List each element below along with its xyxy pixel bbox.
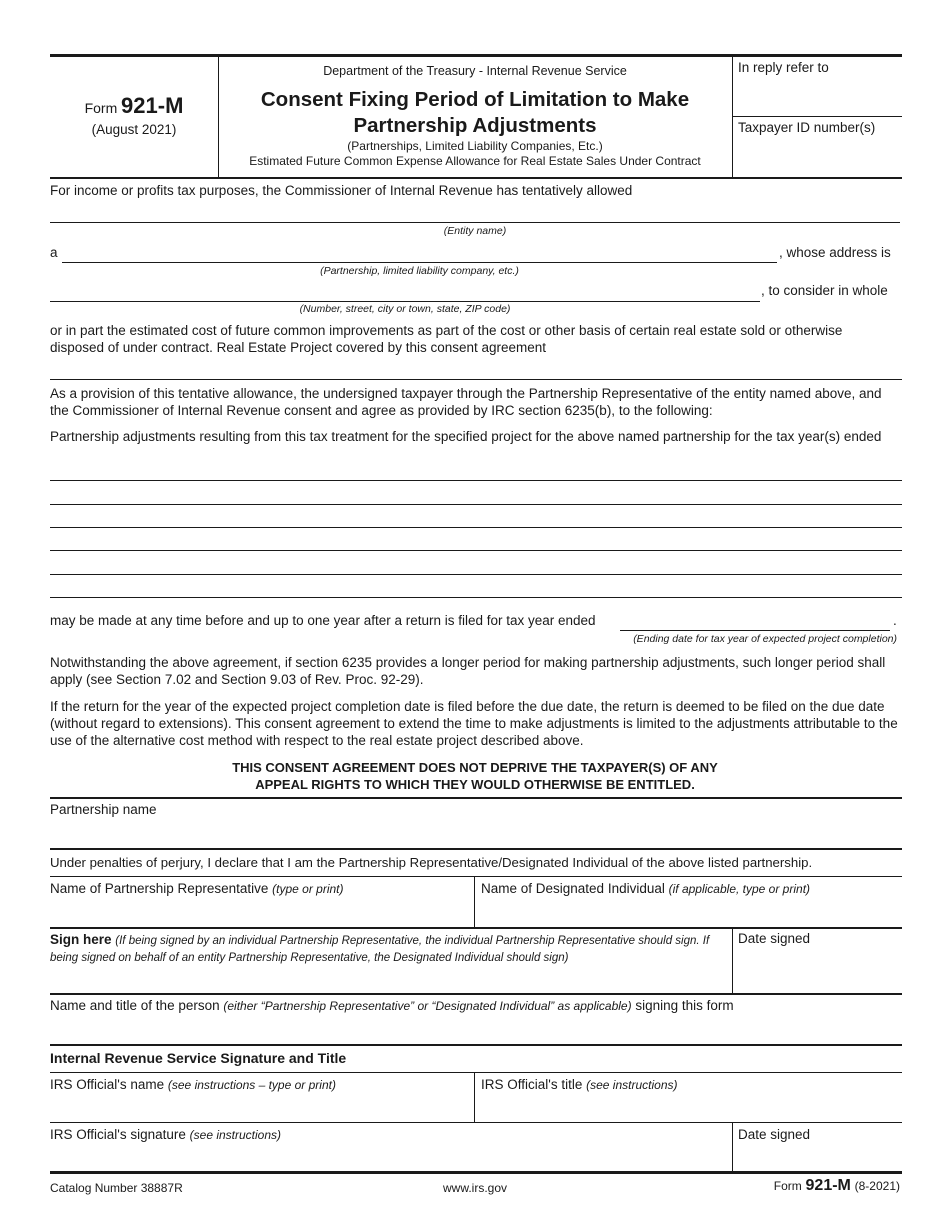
partnership-name-field[interactable] bbox=[50, 820, 902, 847]
irs-name-note: (see instructions – type or print) bbox=[167, 1078, 336, 1092]
name-title-c: signing this form bbox=[635, 998, 734, 1013]
partnership-name-label: Partnership name bbox=[50, 802, 157, 817]
name-title-field[interactable] bbox=[50, 1016, 902, 1043]
entity-name-caption: (Entity name) bbox=[443, 225, 507, 237]
a-label: a bbox=[50, 245, 58, 260]
irs-signature-text: IRS Official's signature bbox=[50, 1127, 186, 1142]
notwithstanding-text: Notwithstanding the above agreement, if section 6235 provides a longer period for making partnership adjustments, such longer period shall apply (see Section 7.02 and Section 9.03 of Rev. Proc. 92-29). bbox=[50, 655, 886, 687]
footer-form-id bbox=[700, 1176, 900, 1196]
irs-date-label: Date signed bbox=[738, 1127, 811, 1142]
footer-form-number: 921-M bbox=[805, 1177, 851, 1194]
may-be-made-text: may be made at any time before and up to one year after a return is filed for tax year ended bbox=[50, 613, 596, 628]
tax-year-line-3 bbox=[50, 527, 902, 528]
irs-signature-note: (see instructions) bbox=[189, 1128, 282, 1142]
header-right-divider bbox=[733, 116, 902, 117]
footer-form-prefix: Form bbox=[773, 1179, 802, 1193]
form-prefix: Form bbox=[84, 100, 118, 116]
catalog-number: Catalog Number 38887R bbox=[50, 1181, 183, 1195]
perjury-text: Under penalties of perjury, I declare that I am the Partnership Representative/Designated Individual of the above listed partnership. bbox=[50, 855, 813, 870]
tax-year-line-4 bbox=[50, 550, 902, 551]
name-title-b: (either “Partnership Representative” or “Designated Individual” as applicable) bbox=[223, 999, 632, 1013]
appeal-notice-line1: THIS CONSENT AGREEMENT DOES NOT DEPRIVE THE TAXPAYER(S) OF ANY bbox=[232, 760, 718, 775]
provision-text: As a provision of this tentative allowance, the undersigned taxpayer through the Partnership Representative of the entity named above, and the Commissioner of Internal Revenue consent and agree as provided by IRC section 6235(b), to the following: bbox=[50, 386, 882, 418]
address-field[interactable] bbox=[50, 280, 760, 301]
irs-signature-label bbox=[50, 1127, 281, 1142]
sign-here-block bbox=[50, 932, 728, 966]
designated-name-text: Name of Designated Individual bbox=[481, 881, 665, 896]
if-return-text: If the return for the year of the expected project completion date is filed before the due date, the return is deemed to be filed on the due date (without regard to extensions). This consent agreement to extend the time to make adjustments is limited to the adjustments attributable to the use of the alternative cost method with respect to the real estate project described above. bbox=[50, 699, 898, 748]
form-number: 921-M bbox=[121, 93, 184, 118]
taxpayer-id-label: Taxpayer ID number(s) bbox=[738, 120, 876, 135]
sign-here-note: (If being signed by an individual Partnership Representative, the individual Partnership Representative should sign. If being signed on behalf of an entity Partnership Representative, the Designated Individual should sign) bbox=[50, 935, 710, 964]
real-estate-project-field[interactable] bbox=[50, 358, 900, 378]
perjury-rule bbox=[50, 876, 902, 877]
top-rule bbox=[50, 54, 902, 57]
reply-refer-label: In reply refer to bbox=[738, 60, 829, 75]
sign-rule bbox=[50, 993, 902, 995]
intro-text: For income or profits tax purposes, the Commissioner of Internal Revenue has tentatively allowed bbox=[50, 183, 633, 198]
form-id-block bbox=[50, 93, 218, 137]
tax-year-line-1 bbox=[50, 480, 902, 481]
name-title-rule bbox=[50, 1044, 902, 1046]
sign-date-label: Date signed bbox=[738, 931, 811, 946]
rep-name-note: (type or print) bbox=[272, 882, 344, 896]
name-title-a: Name and title of the person bbox=[50, 998, 220, 1013]
adjustments-text: Partnership adjustments resulting from this tax treatment for the specified project for the above named partnership for the tax year(s) ended bbox=[50, 429, 882, 444]
ending-date-line bbox=[620, 630, 890, 631]
ending-period: . bbox=[893, 613, 897, 628]
designated-name-note: (if applicable, type or print) bbox=[668, 882, 811, 896]
rep-name-label bbox=[50, 881, 344, 896]
header-bottom-rule bbox=[50, 177, 902, 179]
partnership-type-line bbox=[62, 262, 777, 263]
sign-date-field[interactable] bbox=[733, 950, 902, 993]
irs-heading-rule bbox=[50, 1072, 902, 1073]
irs-rule bbox=[50, 1122, 902, 1123]
department: Department of the Treasury - Internal Revenue Service bbox=[323, 64, 627, 78]
sign-here-label: Sign here bbox=[50, 932, 112, 947]
taxpayer-id-field[interactable] bbox=[733, 138, 902, 176]
irs-name-text: IRS Official's name bbox=[50, 1077, 165, 1092]
form-date: (August 2021) bbox=[91, 122, 177, 137]
irs-title-field[interactable] bbox=[475, 1094, 902, 1122]
website: www.irs.gov bbox=[442, 1181, 507, 1195]
designated-name-field[interactable] bbox=[475, 898, 902, 926]
intro-continuation: or in part the estimated cost of future common improvements as part of the cost or other basis of certain real estate sold or otherwise disposed of under contract. Real Estate Project covered by this consent agreement bbox=[50, 323, 843, 355]
whose-address-label: , whose address is bbox=[779, 245, 891, 260]
bottom-rule bbox=[50, 1171, 902, 1174]
irs-title-text: IRS Official's title bbox=[481, 1077, 583, 1092]
ending-date-field[interactable] bbox=[620, 610, 890, 630]
form-id bbox=[50, 93, 218, 122]
irs-name-field[interactable] bbox=[50, 1094, 474, 1122]
designated-name-label bbox=[481, 881, 810, 896]
reply-refer-field[interactable] bbox=[733, 78, 902, 116]
partnership-type-caption: (Partnership, limited liability company, etc.) bbox=[320, 265, 519, 277]
form-title-line2: Partnership Adjustments bbox=[353, 114, 597, 137]
signature-field[interactable] bbox=[50, 965, 730, 993]
consider-whole-label: , to consider in whole bbox=[761, 283, 888, 298]
irs-heading: Internal Revenue Service Signature and Title bbox=[50, 1050, 347, 1066]
form-title-line1: Consent Fixing Period of Limitation to Make bbox=[260, 88, 690, 111]
address-line bbox=[50, 301, 760, 302]
tax-year-line-2 bbox=[50, 504, 902, 505]
appeal-notice-line2: APPEAL RIGHTS TO WHICH THEY WOULD OTHERWISE BE ENTITLED. bbox=[255, 777, 695, 792]
partnership-rule bbox=[50, 848, 902, 850]
tax-years-field[interactable] bbox=[50, 462, 900, 597]
tax-year-line-5 bbox=[50, 574, 902, 575]
ending-date-caption: (Ending date for tax year of expected project completion) bbox=[633, 633, 897, 645]
rep-rule bbox=[50, 927, 902, 929]
entity-name-line bbox=[50, 222, 900, 223]
header-center bbox=[219, 63, 731, 169]
subtitle-2: Estimated Future Common Expense Allowance for Real Estate Sales Under Contract bbox=[249, 154, 701, 168]
footer-form-rev: (8-2021) bbox=[854, 1179, 900, 1193]
irs-signature-field[interactable] bbox=[50, 1144, 730, 1170]
address-caption: (Number, street, city or town, state, ZIP code) bbox=[299, 303, 511, 315]
rep-name-text: Name of Partnership Representative bbox=[50, 881, 269, 896]
partnership-type-field[interactable] bbox=[62, 241, 777, 262]
irs-title-note: (see instructions) bbox=[586, 1078, 678, 1092]
irs-date-field[interactable] bbox=[733, 1144, 902, 1170]
irs-title-label bbox=[481, 1077, 678, 1092]
rep-name-field[interactable] bbox=[50, 898, 474, 926]
project-line bbox=[50, 379, 902, 380]
tax-year-line-6 bbox=[50, 597, 902, 598]
name-title-label bbox=[50, 998, 734, 1013]
irs-name-label bbox=[50, 1077, 336, 1092]
entity-name-field[interactable] bbox=[50, 200, 900, 222]
subtitle-1: (Partnerships, Limited Liability Companies, Etc.) bbox=[347, 139, 603, 153]
notice-rule bbox=[50, 797, 902, 799]
